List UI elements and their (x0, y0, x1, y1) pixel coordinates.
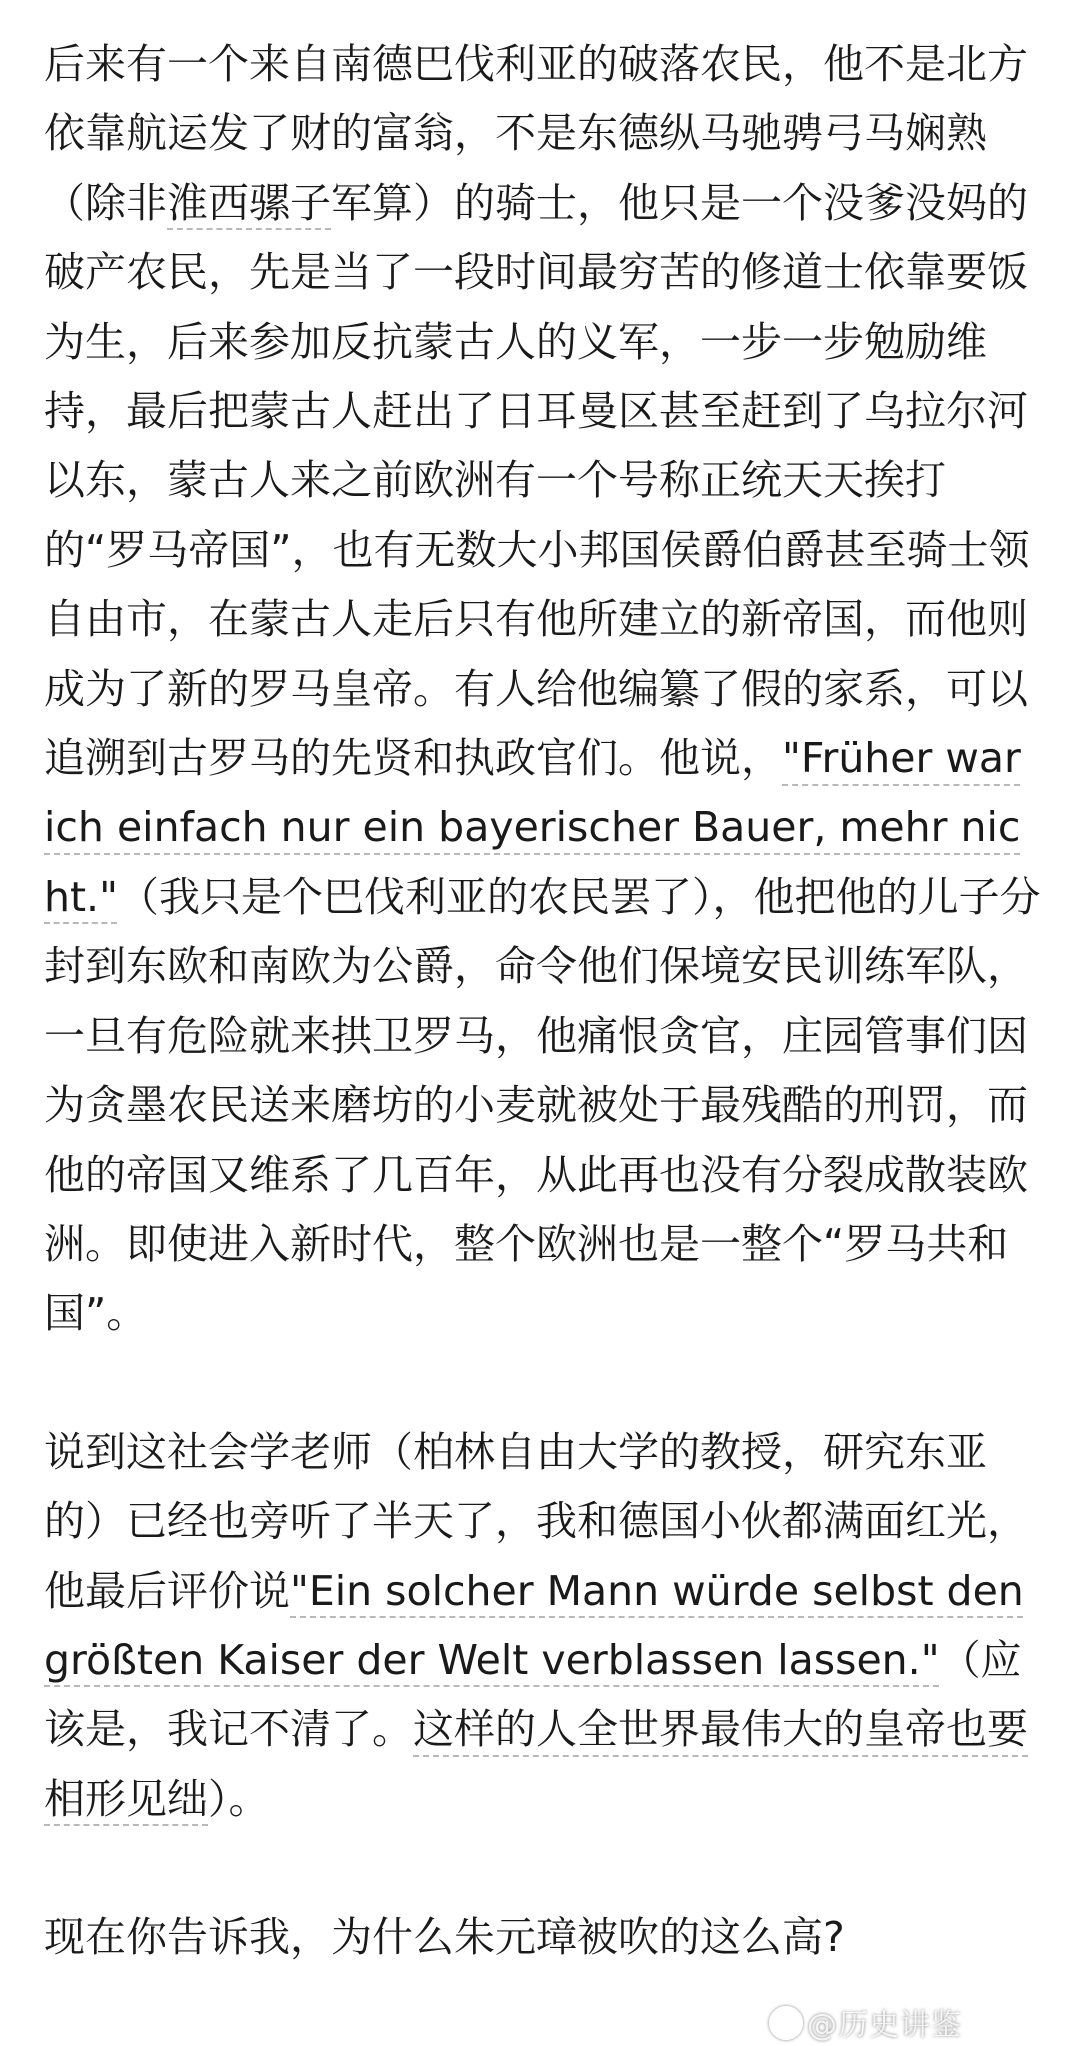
paragraph-2-link-quote-de[interactable]: "Ein solcher Mann würde selbst den größten Kaiser der Welt verblassen lassen." (44, 1566, 1024, 1684)
paragraph-1-text-a: 后来有一个来自南德巴伐利亚的破落农民，他不是北方依靠航运发了财的富翁，不是东德纵马驰骋弓马娴熟（除非 (44, 40, 1028, 227)
weibo-logo-icon (769, 2006, 803, 2040)
paragraph-1 (44, 30, 1044, 1349)
paragraph-2 (44, 1418, 1044, 1834)
weibo-watermark (769, 2000, 962, 2044)
paragraph-1-link-quote-de[interactable]: "Früher war ich einfach nur ein bayerischer Bauer, mehr nicht." (44, 734, 1021, 921)
paragraph-2-text-c: ）。 (208, 1774, 270, 1823)
paragraph-2-link-translation[interactable]: 这样的人全世界最伟大的皇帝也要相形见绌 (44, 1705, 1028, 1823)
paragraph-3 (44, 1903, 1044, 1972)
watermark-text: @历史讲鉴 (807, 2008, 962, 2043)
paragraph-1-text-b: 军算）的骑士，他只是一个没爹没妈的破产农民，先是当了一段时间最穷苦的修道士依靠要饭为生，后来参加反抗蒙古人的义军，一步一步勉励维持，最后把蒙古人赶出了日耳曼区甚至赶到了乌拉尔河以东，蒙古人来之前欧洲有一个号称正统天天挨打的“罗马帝国”，也有无数大小邦国侯爵伯爵甚至骑士领自由市，在蒙古人走后只有他所建立的新帝国，而他则成为了新的罗马皇帝。有人给他编纂了假的家系，可以追溯到古罗马的先贤和执政官们。他说， (44, 178, 1030, 783)
answer-body (44, 30, 1044, 1973)
paragraph-3-text: 现在你告诉我，为什么朱元璋被吹的这么高? (44, 1913, 845, 1962)
paragraph-1-link-huaixi[interactable]: 淮西骡子 (167, 178, 331, 227)
paragraph-2-text-a: 说到这社会学老师（柏林自由大学的教授，研究东亚的）已经也旁听了半天了，我和德国小伙都满面红光，他最后评价说 (44, 1427, 1028, 1615)
paragraph-1-text-c: （我只是个巴伐利亚的农民罢了），他把他的儿子分封到东欧和南欧为公爵，命令他们保境安民训练军队，一旦有危险就来拱卫罗马，他痛恨贪官，庄园管事们因为贪墨农民送来磨坊的小麦就被处于最残酷的刑罚，而他的帝国又维系了几百年，从此再也没有分裂成散装欧洲。即使进入新时代，整个欧洲也是一整个“罗马共和国”。 (44, 872, 1041, 1338)
paragraph-2-text-b: （应该是，我记不清了。 (44, 1635, 1022, 1754)
